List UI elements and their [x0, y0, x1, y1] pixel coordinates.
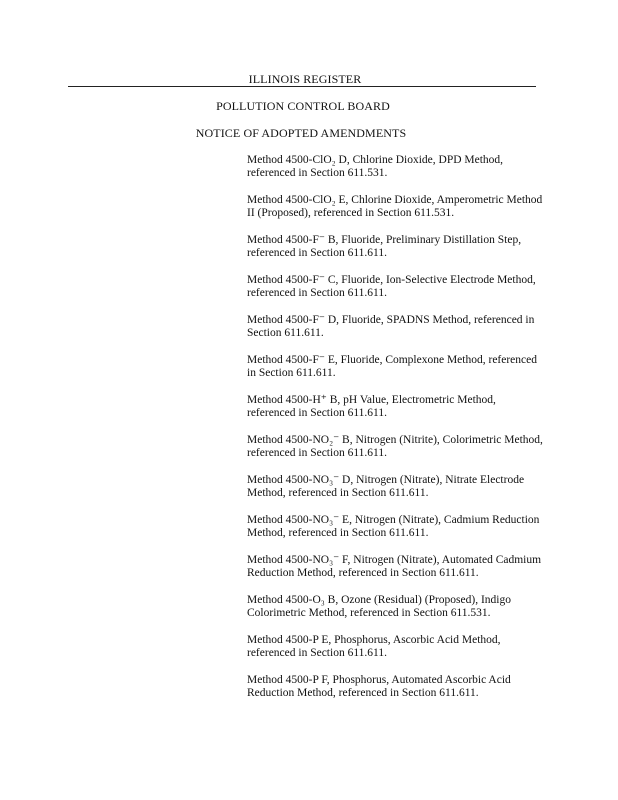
method-entry: Method 4500-F⁻ C, Fluoride, Ion-Selective Electrode Method, referenced in Section 611.611.	[247, 274, 536, 300]
method-entry: Method 4500-NO₃⁻ D, Nitrogen (Nitrate), Nitrate Electrode Method, referenced in Section 611.611.	[247, 474, 525, 500]
method-entry: Method 4500-NO₃⁻ E, Nitrogen (Nitrate), Cadmium Reduction Method, referenced in Section 611.611.	[247, 514, 540, 540]
method-entry: Method 4500-NO₃⁻ F, Nitrogen (Nitrate), Automated Cadmium Reduction Method, referenced in Section 611.611.	[247, 554, 542, 580]
method-entry: Method 4500-P F, Phosphorus, Automated Ascorbic Acid Reduction Method, referenced in Section 611.611.	[247, 674, 511, 700]
method-entry: Method 4500-F⁻ E, Fluoride, Complexone Method, referenced in Section 611.611.	[247, 354, 537, 380]
notice-title: NOTICE OF ADOPTED AMENDMENTS	[195, 126, 407, 140]
method-list	[247, 154, 547, 714]
register-title: ILLINOIS REGISTER	[248, 72, 362, 86]
method-entry: Method 4500-NO₂⁻ B, Nitrogen (Nitrite), Colorimetric Method, referenced in Section 611.611.	[247, 434, 543, 460]
board-title: POLLUTION CONTROL BOARD	[216, 99, 390, 113]
method-entry: Method 4500-ClO₂ D, Chlorine Dioxide, DPD Method, referenced in Section 611.531.	[247, 154, 504, 180]
method-entry: Method 4500-O₃ B, Ozone (Residual) (Proposed), Indigo Colorimetric Method, referenced in Section 611.531.	[247, 594, 511, 620]
header-rule	[68, 86, 536, 87]
method-entry: Method 4500-P E, Phosphorus, Ascorbic Acid Method, referenced in Section 611.611.	[247, 634, 501, 660]
method-entry: Method 4500-H⁺ B, pH Value, Electrometric Method, referenced in Section 611.611.	[247, 394, 496, 420]
method-entry: Method 4500-ClO₂ E, Chlorine Dioxide, Amperometric Method II (Proposed), referenced in Section 611.531.	[247, 194, 543, 220]
method-entry: Method 4500-F⁻ D, Fluoride, SPADNS Method, referenced in Section 611.611.	[247, 314, 535, 340]
method-entry: Method 4500-F⁻ B, Fluoride, Preliminary Distillation Step, referenced in Section 611.611.	[247, 234, 522, 260]
